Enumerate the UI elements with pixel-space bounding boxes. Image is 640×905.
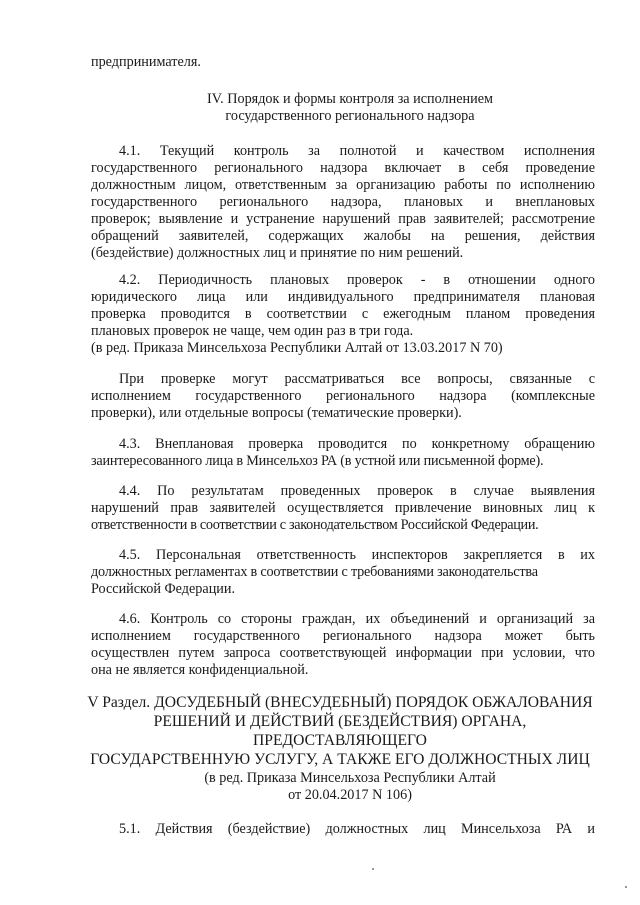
paragraph-4-1-line: должностным лицом, ответственным за организацию работы по исполнению <box>91 177 595 193</box>
paragraph-4-4-line: ответственности в соответствии с законодательством Российской Федерации. <box>91 517 539 533</box>
scan-speck <box>625 886 627 888</box>
paragraph-4-2-line: 4.2. Периодичность плановых проверок - в отношении одного <box>119 272 595 288</box>
section-5-edit-note-line-1: (в ред. Приказа Минсельхоза Республики Алтай <box>204 770 496 786</box>
section-5-heading-line-2: РЕШЕНИЙ И ДЕЙСТВИЙ (БЕЗДЕЙСТВИЯ) ОРГАНА, <box>153 713 527 730</box>
paragraph-4-6-line: 4.6. Контроль со стороны граждан, их объединений и организаций за <box>119 611 595 627</box>
section-4-heading-line-1: IV. Порядок и формы контроля за исполнением <box>207 91 493 107</box>
paragraph-4-4-line: нарушений прав заявителей осуществляется привлечение виновных лиц к <box>91 500 595 516</box>
paragraph-4-1-line: проверок; выявление и устранение нарушений прав заявителей; рассмотрение <box>91 211 595 227</box>
paragraph-4-1-line: государственного регионального надзора, плановых и внеплановых <box>91 194 595 210</box>
paragraph-4-2-line: плановых проверок не чаще, чем один раз в три года. <box>91 323 414 339</box>
paragraph-4-3-line: 4.3. Внеплановая проверка проводится по конкретному обращению <box>119 436 595 452</box>
top-line: предпринимателя. <box>91 54 201 70</box>
paragraph-checks-line: При проверке могут рассматриваться все вопросы, связанные с <box>119 371 595 387</box>
paragraph-4-1-line: 4.1. Текущий контроль за полнотой и качеством исполнения <box>119 143 595 159</box>
section-5-heading-line-3: ПРЕДОСТАВЛЯЮЩЕГО <box>253 732 427 749</box>
paragraph-5-1-line: 5.1. Действия (бездействие) должностных лиц Минсельхоза РА и <box>119 821 595 837</box>
paragraph-checks-line: исполнением государственного регионального надзора (комплексные <box>91 388 595 404</box>
section-5-heading-line-1: V Раздел. ДОСУДЕБНЫЙ (ВНЕСУДЕБНЫЙ) ПОРЯДОК ОБЖАЛОВАНИЯ <box>87 694 593 711</box>
section-5-edit-note-line-2: от 20.04.2017 N 106) <box>288 787 412 803</box>
paragraph-checks-line: проверки), или отдельные вопросы (тематические проверки). <box>91 405 462 421</box>
paragraph-4-5-line: Российской Федерации. <box>91 581 236 597</box>
paragraph-4-2-line: проверка проводится в соответствии с ежегодным планом проведения <box>91 306 595 322</box>
paragraph-4-5-line: 4.5. Персональная ответственность инспекторов закрепляется в их <box>119 547 595 563</box>
edit-note-4-2: (в ред. Приказа Минсельхоза Республики Алтай от 13.03.2017 N 70) <box>91 340 503 356</box>
paragraph-4-1-line: обращений заявителей, содержащих жалобы на решения, действия <box>91 228 595 244</box>
scan-speck <box>372 868 374 870</box>
paragraph-4-5-line: должностных регламентах в соответствии с требованиями законодательства <box>91 564 538 580</box>
paragraph-4-3-line: заинтересованного лица в Минсельхоз РА (в устной или письменной форме). <box>91 453 544 469</box>
paragraph-4-6-line: осуществлен путем запроса соответствующей информации при условии, что <box>91 645 595 661</box>
paragraph-4-1-line: государственного регионального надзора включает в себя проведение <box>91 160 595 176</box>
paragraph-4-1-line: (бездействие) должностных лиц и принятие по ним решений. <box>91 245 464 261</box>
paragraph-4-6-line: исполнением государственного регионального надзора может быть <box>91 628 595 644</box>
paragraph-4-6-line: она не является конфиденциальной. <box>91 662 309 678</box>
paragraph-4-2-line: юридического лица или индивидуального предпринимателя плановая <box>91 289 595 305</box>
paragraph-4-4-line: 4.4. По результатам проведенных проверок в случае выявления <box>119 483 595 499</box>
section-5-heading-line-4: ГОСУДАРСТВЕННУЮ УСЛУГУ, А ТАКЖЕ ЕГО ДОЛЖНОСТНЫХ ЛИЦ <box>90 751 590 768</box>
section-4-heading-line-2: государственного регионального надзора <box>225 108 475 124</box>
